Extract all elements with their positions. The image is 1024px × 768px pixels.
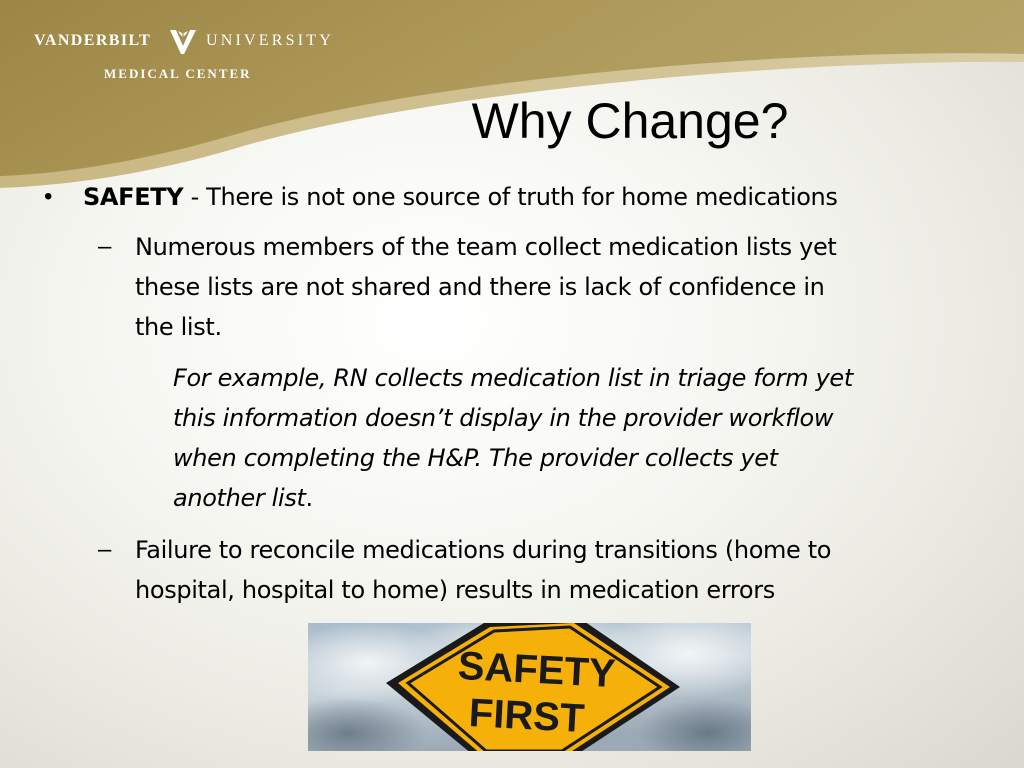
example-line-2: this information doesn’t display in the provider workflow bbox=[173, 404, 834, 432]
example-line-4-period: . bbox=[305, 484, 313, 512]
logo-medical-center-text: MEDICAL CENTER bbox=[104, 66, 252, 81]
sign-line-2: FIRST bbox=[467, 691, 586, 742]
main-bullet-rest: - There is not one source of truth for home medications bbox=[183, 183, 838, 211]
example-line-4 bbox=[173, 478, 313, 518]
sub-bullet-2-line-1: Failure to reconcile medications during transitions (home to bbox=[135, 536, 832, 564]
example-line-4-italic: another list bbox=[173, 484, 306, 512]
main-bullet-text bbox=[83, 177, 838, 217]
sub-bullet-1-line-2: these lists are not shared and there is lack of confidence in bbox=[135, 273, 825, 301]
oak-leaf-v-icon bbox=[168, 28, 198, 56]
slide-title: Why Change? bbox=[471, 93, 789, 149]
dash-icon: – bbox=[98, 233, 112, 260]
main-bullet-bold: SAFETY bbox=[83, 183, 184, 211]
safety-sign-picture bbox=[308, 623, 751, 751]
example-line-1: For example, RN collects medication list in triage form yet bbox=[173, 364, 853, 392]
bullet-dot-icon: • bbox=[44, 183, 53, 210]
vanderbilt-logo bbox=[34, 26, 344, 86]
example-line-3: when completing the H&P. The provider collects yet bbox=[173, 444, 778, 472]
logo-university-text: UNIVERSITY bbox=[206, 32, 334, 49]
sub-bullet-2-line-2: hospital, hospital to home) results in medication errors bbox=[135, 576, 775, 604]
sub-bullet-1-line-1: Numerous members of the team collect medication lists yet bbox=[135, 233, 837, 261]
safety-first-image bbox=[308, 623, 751, 751]
sub-bullet-1-line-3: the list. bbox=[135, 313, 222, 341]
sign-line-1: SAFETY bbox=[456, 643, 617, 697]
logo-vanderbilt-text: VANDERBILT bbox=[34, 32, 152, 49]
dash-icon: – bbox=[98, 536, 112, 563]
